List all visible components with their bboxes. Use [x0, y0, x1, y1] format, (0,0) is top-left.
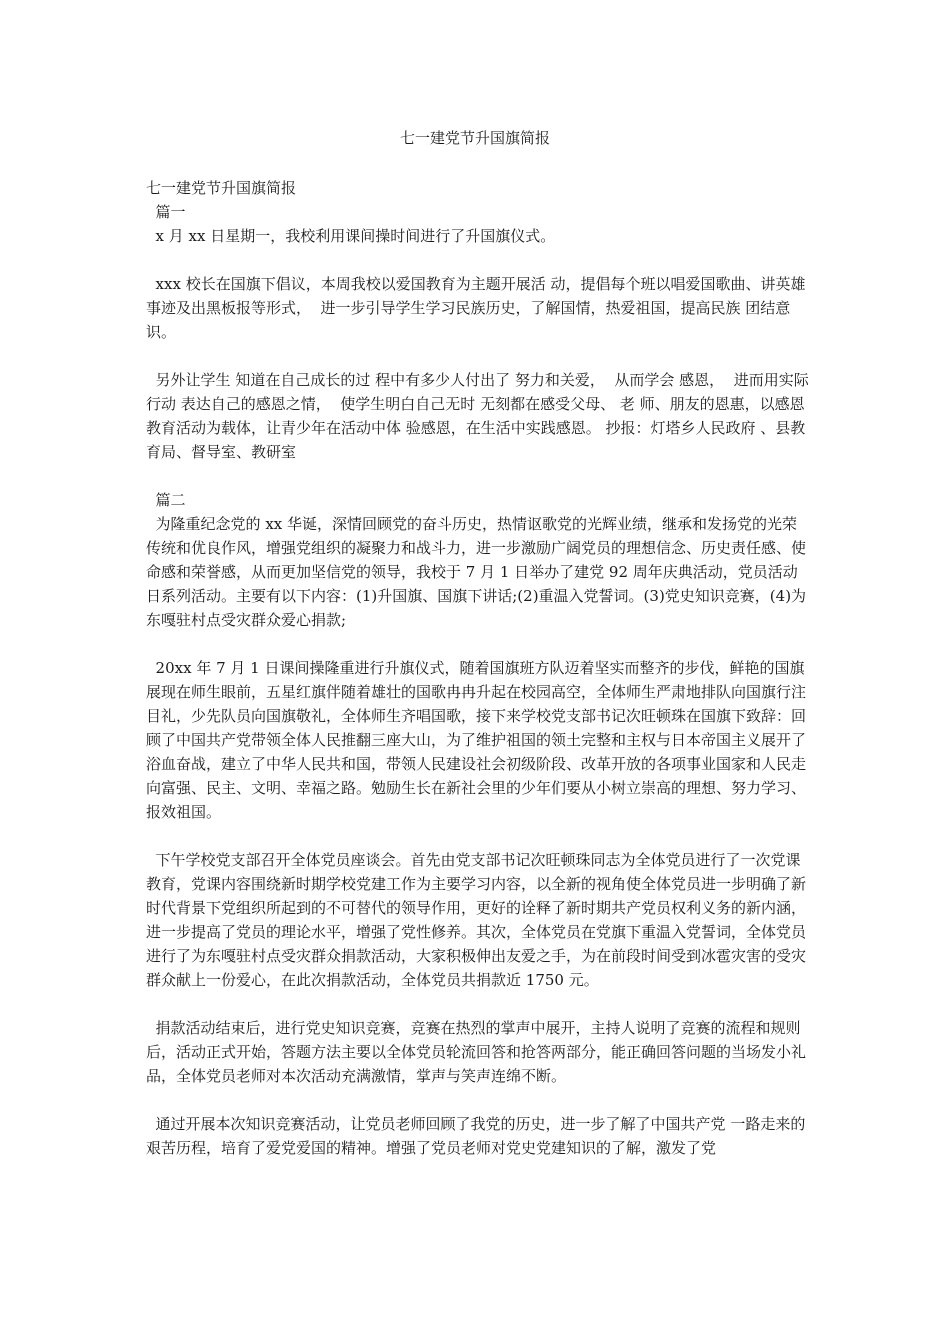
paragraph-spacer: [146, 344, 810, 368]
paragraph-spacer: [146, 464, 810, 488]
paragraph: 为隆重纪念党的 xx 华诞，深情回顾党的奋斗历史，热情讴歌党的光辉业绩，继承和发扬党的光荣传统和优良作风，增强党组织的凝聚力和战斗力，进一步激励广阔党员的理想信念、历史责任感、使命感和荣誉感，从而更加坚信党的领导，我校于 7 月 1 日举办了建党 92 周年庆典活动，党员活动日系列活动。主要有以下内容：(1)升国旗、国旗下讲话;(2)重温入党誓词。(3)党史知识竞赛，(4)为东嘎驻村点受灾群众爱心捐款;: [146, 515, 807, 629]
document-title: 七一建党节升国旗简报: [399, 129, 550, 147]
section-label-2: 篇二: [146, 491, 186, 509]
paragraph: 通过开展本次知识竞赛活动，让党员老师回顾了我党的历史，进一步了解了中国共产党 一路走来的艰苦历程，培育了爱党爱国的精神。增强了党员老师对党史党建知识的了解，激发了党: [146, 1115, 806, 1157]
paragraph-spacer: [146, 992, 810, 1016]
paragraph-spacer: [146, 632, 810, 656]
paragraph: xxx 校长在国旗下倡议，本周我校以爱国教育为主题开展活 动，提倡每个班以唱爱国歌曲、讲英雄事迹及出黑板报等形式， 进一步引导学生学习民族历史，了解国情，热爱祖国，提高民族 团结意识。: [146, 275, 806, 341]
paragraph-spacer: [146, 248, 810, 272]
paragraph-heading: 七一建党节升国旗简报: [146, 179, 297, 197]
paragraph-spacer: [146, 824, 810, 848]
paragraph: 下午学校党支部召开全体党员座谈会。首先由党支部书记次旺顿珠同志为全体党员进行了一次党课教育，党课内容围绕新时期学校党建工作为主要学习内容，以全新的视角使全体党员进一步明确了新时代背景下党组织所起到的不可替代的领导作用，更好的诠释了新时期共产党员权利义务的新内涵，进一步提高了党员的理论水平，增强了党性修养。其次，全体党员在党旗下重温入党誓词，全体党员进行了为东嘎驻村点受灾群众捐款活动，大家积极伸出友爱之手，为在前段时间受到冰雹灾害的受灾群众献上一份爱心，在此次捐款活动，全体党员共捐款近 1750 元。: [146, 851, 807, 989]
paragraph: x 月 xx 日星期一，我校利用课间操时间进行了升国旗仪式。: [146, 227, 556, 245]
paragraph: 另外让学生 知道在自己成长的过 程中有多少人付出了 努力和关爱， 从而学会 感恩， 进而用实际行动 表达自己的感恩之情， 使学生明白自己无时 无刻都在感受父母、 老 师、朋友的恩惠，以感恩教育活动为载体，让青少年在活动中体 验感恩，在生活中实践感恩。 抄报：灯塔乡人民政府 、县教育局、督导室、教研室: [146, 371, 809, 461]
document-body: [146, 176, 810, 1160]
paragraph: 捐款活动结束后，进行党史知识竞赛，竞赛在热烈的掌声中展开，主持人说明了竞赛的流程和规则后，活动正式开始，答题方法主要以全体党员轮流回答和抢答两部分，能正确回答问题的当场发小礼品，全体党员老师对本次活动充满激情，掌声与笑声连绵不断。: [146, 1019, 807, 1085]
section-label-1: 篇一: [146, 203, 186, 221]
paragraph-spacer: [146, 1088, 810, 1112]
paragraph: 20xx 年 7 月 1 日课间操隆重进行升旗仪式，随着国旗班方队迈着坚实而整齐的步伐，鲜艳的国旗展现在师生眼前，五星红旗伴随着雄壮的国歌冉冉升起在校园高空，全体师生严肃地排队向国旗行注目礼，少先队员向国旗敬礼，全体师生齐唱国歌，接下来学校党支部书记次旺顿珠在国旗下致辞：回顾了中国共产党带领全体人民推翻三座大山，为了维护祖国的领土完整和主权与日本帝国主义展开了浴血奋战，建立了中华人民共和国，带领人民建设社会初级阶段、改革开放的各项事业国家和人民走向富强、民主、文明、幸福之路。勉励生长在新社会里的少年们要从小树立崇高的理想、努力学习、报效祖国。: [146, 659, 807, 821]
